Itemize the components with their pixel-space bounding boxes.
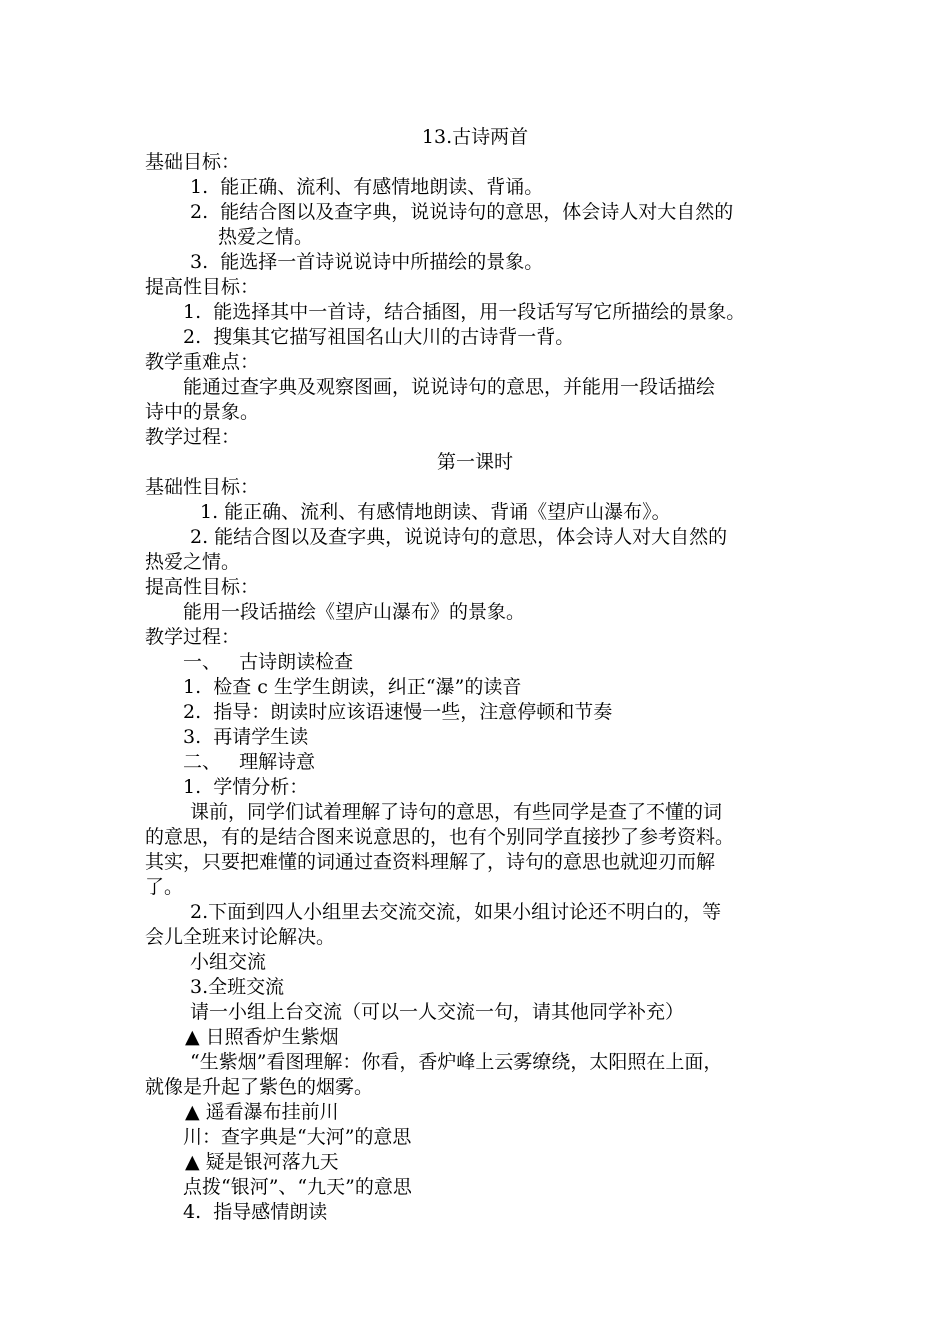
paragraph-line: “生紫烟”看图理解：你看，香炉峰上云雾缭绕，太阳照在上面， bbox=[190, 1051, 723, 1073]
lesson-basic-2: 2. 能结合图以及查字典，说说诗句的意思，体会诗人对大自然的 bbox=[190, 526, 728, 548]
step-line: 川：查字典是“大河”的意思 bbox=[183, 1126, 412, 1148]
step-line: 请一小组上台交流（可以一人交流一句，请其他同学补充） bbox=[190, 1001, 685, 1023]
key-points-line-1: 能通过查字典及观察图画，说说诗句的意思，并能用一段话描绘 bbox=[183, 376, 716, 398]
poem-line-3: ▲ 疑是银河落九天 bbox=[185, 1151, 339, 1173]
advanced-goal-1: 1. 能选择其中一首诗，结合插图，用一段话写写它所描绘的景象。 bbox=[183, 301, 746, 323]
lesson-process-heading: 教学过程： bbox=[145, 626, 241, 648]
paragraph-line: 课前，同学们试着理解了诗句的意思，有些同学是查了不懂的词 bbox=[190, 801, 723, 823]
poem-line-2: ▲ 遥看瀑布挂前川 bbox=[185, 1101, 339, 1123]
paragraph-line: 会儿全班来讨论解决。 bbox=[145, 926, 336, 948]
step-line: 点拨“银河”、“九天”的意思 bbox=[183, 1176, 412, 1198]
basic-goal-2-cont: 热爱之情。 bbox=[218, 226, 314, 248]
paragraph-line: 的意思，有的是结合图来说意思的，也有个别同学直接抄了参考资料。 bbox=[145, 826, 735, 848]
step-line: 1. 学情分析： bbox=[183, 776, 309, 798]
key-points-line-2: 诗中的景象。 bbox=[145, 401, 260, 423]
advanced-goals-heading: 提高性目标： bbox=[145, 276, 260, 298]
basic-goals-heading: 基础目标： bbox=[145, 151, 241, 173]
lesson-title: 第一课时 bbox=[436, 451, 513, 473]
lesson-basic-2-cont: 热爱之情。 bbox=[145, 551, 241, 573]
key-points-heading: 教学重难点： bbox=[145, 351, 260, 373]
process-heading: 教学过程： bbox=[145, 426, 241, 448]
lesson-advanced-text: 能用一段话描绘《望庐山瀑布》的景象。 bbox=[183, 601, 526, 623]
lesson-basic-1: 1. 能正确、流利、有感情地朗读、背诵《望庐山瀑布》。 bbox=[200, 501, 671, 523]
section-heading-2: 二、 理解诗意 bbox=[183, 751, 316, 773]
advanced-goal-2: 2. 搜集其它描写祖国名山大川的古诗背一背。 bbox=[183, 326, 575, 348]
paragraph-line: 就像是升起了紫色的烟雾。 bbox=[145, 1076, 374, 1098]
basic-goal-1: 1. 能正确、流利、有感情地朗读、背诵。 bbox=[190, 176, 544, 198]
step-line: 3.全班交流 bbox=[190, 976, 285, 998]
lesson-advanced-heading: 提高性目标： bbox=[145, 576, 260, 598]
paragraph-line: 了。 bbox=[145, 876, 184, 898]
basic-goal-2: 2. 能结合图以及查字典，说说诗句的意思，体会诗人对大自然的 bbox=[190, 201, 734, 223]
step-line: 2. 指导：朗读时应该语速慢一些，注意停顿和节奏 bbox=[183, 701, 613, 723]
step-line: 小组交流 bbox=[190, 951, 267, 973]
poem-line-1: ▲ 日照香炉生紫烟 bbox=[185, 1026, 339, 1048]
page-title: 13.古诗两首 bbox=[421, 126, 529, 148]
lesson-basic-heading: 基础性目标： bbox=[145, 476, 260, 498]
paragraph-line: 其实，只要把难懂的词通过查资料理解了，诗句的意思也就迎刃而解 bbox=[145, 851, 716, 873]
step-line: 1. 检查 c 生学生朗读，纠正“瀑”的读音 bbox=[183, 676, 522, 698]
step-line: 4. 指导感情朗读 bbox=[183, 1201, 328, 1223]
basic-goal-3: 3. 能选择一首诗说说诗中所描绘的景象。 bbox=[190, 251, 544, 273]
section-heading-1: 一、 古诗朗读检查 bbox=[183, 651, 354, 673]
paragraph-line: 2.下面到四人小组里去交流交流，如果小组讨论还不明白的，等 bbox=[190, 901, 722, 923]
step-line: 3. 再请学生读 bbox=[183, 726, 309, 748]
